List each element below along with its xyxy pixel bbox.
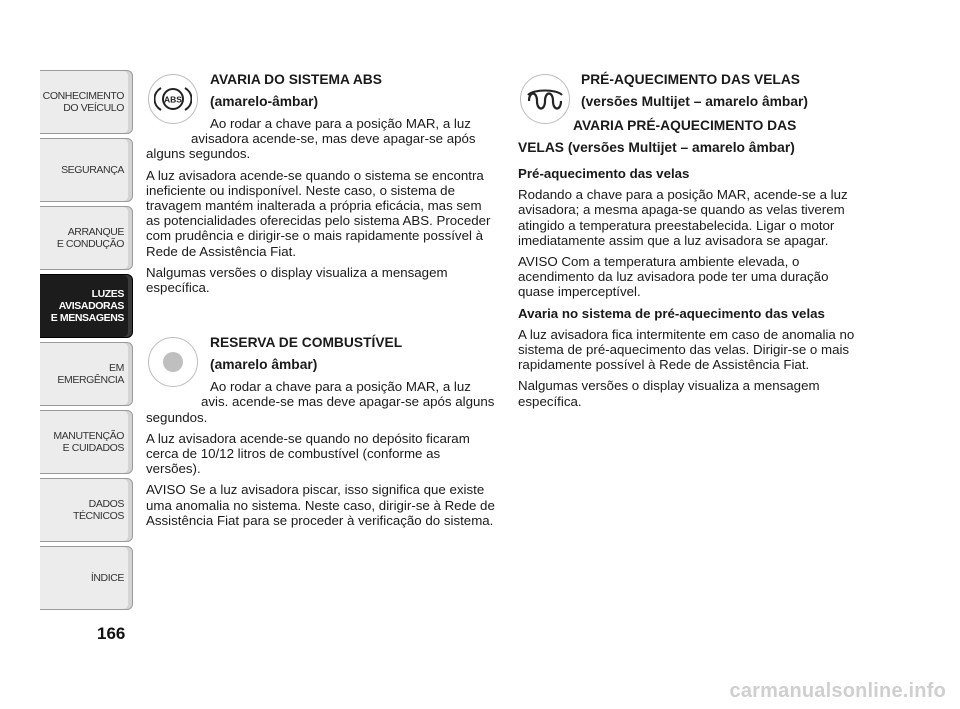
fuel-subtitle: (amarelo âmbar) (210, 357, 318, 373)
abs-subtitle: (amarelo-âmbar) (210, 94, 319, 109)
glow-subheading-2: Avaria no sistema de pré-aquecimento das velas (518, 305, 825, 321)
glow-subheading-1: Pré-aquecimento das velas (518, 166, 690, 181)
abs-paragraph-end: alguns segundos. (146, 146, 251, 162)
tab-arranque-e-conducao[interactable]: ARRANQUE E CONDUÇÃO (40, 206, 133, 270)
glow-failure-subtitle: VELAS (versões Multijet – amarelo âmbar) (518, 140, 795, 155)
watermark: carmanualsonline.info (729, 680, 946, 702)
left-column (146, 72, 496, 534)
glow-plug-icon (520, 74, 570, 124)
tab-em-emergencia[interactable]: EM EMERGÊNCIA (40, 342, 133, 406)
fuel-paragraph-cont: avis. acende-se mas deve apagar-se após alguns (201, 394, 495, 410)
page-number: 166 (97, 624, 126, 643)
abs-warning-icon (148, 74, 198, 124)
glow-paragraph-4: Nalgumas versões o display visualiza a mensagem específica. (518, 378, 820, 409)
abs-paragraph-cont: avisadora acende-se, mas deve apagar-se após (191, 131, 476, 147)
right-column (518, 72, 868, 415)
glow-failure-title: AVARIA PRÉ-AQUECIMENTO DAS (573, 118, 797, 133)
tab-dados-tecnicos[interactable]: DADOS TÉCNICOS (40, 478, 133, 542)
abs-paragraph-lead: Ao rodar a chave para a posição MAR, a luz (210, 116, 471, 131)
fuel-paragraph-2: A luz avisadora acende-se quando no depósito ficaram cerca de 10/12 litros de combustível (conforme as versões). (146, 430, 470, 477)
glow-paragraph-2: AVISO Com a temperatura ambiente elevada, o acendimento da luz avisadora pode ter uma duração quase imperceptível. (518, 254, 829, 300)
fuel-title: RESERVA DE COMBUSTÍVEL (210, 335, 403, 351)
fuel-reserve-icon (148, 337, 198, 387)
fuel-paragraph-lead: Ao rodar a chave para a posição MAR, a luz (210, 379, 471, 395)
glow-title: PRÉ-AQUECIMENTO DAS VELAS (581, 72, 800, 87)
glow-subtitle: (versões Multijet – amarelo âmbar) (581, 94, 808, 109)
abs-paragraph-3: Nalgumas versões o display visualiza a mensagem específica. (146, 264, 448, 296)
tab-manutencao-e-cuidados[interactable]: MANUTENÇÃO E CUIDADOS (40, 410, 133, 474)
tab-conhecimento-do-veiculo[interactable]: CONHECIMENTO DO VEÍCULO (40, 70, 133, 134)
svg-text:ABS: ABS (164, 94, 182, 105)
glow-paragraph-3: A luz avisadora fica intermitente em caso de anomalia no sistema de pré-aquecimento das velas. Dirigir-se o mais rapidamente possível à Rede de Assistência Fiat. (518, 326, 855, 373)
tab-seguranca[interactable]: SEGURANÇA (40, 138, 133, 202)
tab-indice[interactable]: ÍNDICE (40, 546, 133, 610)
section-tabs (40, 70, 133, 614)
abs-title: AVARIA DO SISTEMA ABS (210, 72, 382, 87)
tab-luzes-avisadoras[interactable]: LUZES AVISADORAS E MENSAGENS (40, 274, 133, 338)
fuel-paragraph-end: segundos. (146, 409, 208, 425)
abs-paragraph-2: A luz avisadora acende-se quando o sistema se encontra ineficiente ou indisponível. Neste caso, o sistema de travagem mantém inalterada a própria eficácia, mas sem as potencialidades oferecidas pelo sistema ABS. Proceder com prudência e dirigir-se o mais rapidamente possível à Rede de Assistência Fiat. (146, 167, 491, 259)
fuel-paragraph-3: AVISO Se a luz avisadora piscar, isso significa que existe uma anomalia no sistema. Neste caso, dirigir-se à Rede de Assistência Fiat para se proceder à verificação do sistema. (146, 482, 495, 528)
glow-paragraph-1: Rodando a chave para a posição MAR, acende-se a luz avisadora; a mesma apaga-se quando as velas tiverem atingido a temperatura preestabelecida. Ligar o motor imediatamente assim que a luz avisadora se apagar. (518, 187, 848, 248)
